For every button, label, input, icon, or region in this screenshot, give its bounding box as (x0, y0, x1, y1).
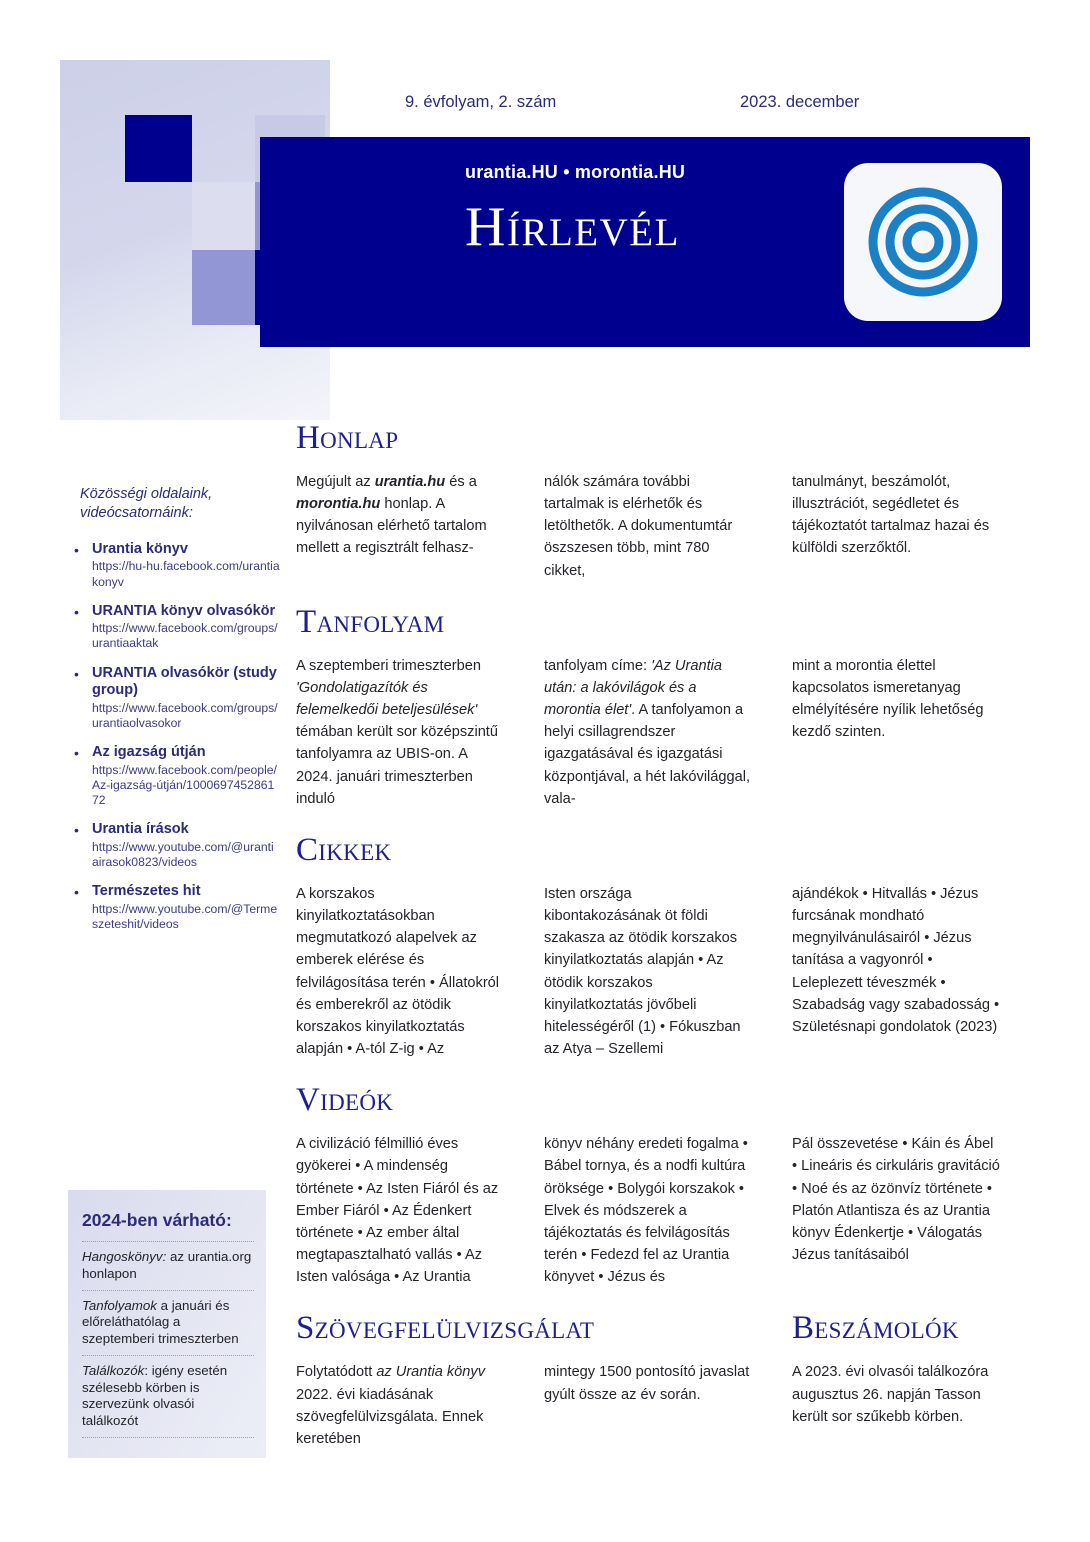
sidebar (60, 485, 280, 945)
list-item[interactable] (60, 821, 280, 870)
issue-line (260, 82, 1030, 122)
section-videok (296, 1082, 1030, 1288)
link-url[interactable]: https://www.facebook.com/groups/urantiaaktak (92, 621, 278, 651)
urantia-rings-logo-icon (864, 183, 982, 301)
column (792, 1133, 1000, 1288)
body-text: A korszakos kinyilatkoztatásokban megmutatkozó alapelvek az emberek elérése és felvilágosítása terén • Állatokról és emberekről az ötödik korszakos kinyilatkoztatás alapján • A-tól Z-ig • Az (296, 885, 500, 1058)
body-text: ajándékok • Hitvallás • Jézus furcsának mondható megnyilvánulásairól • Jézus tanítása a vagyonról • Leleplezett téveszmék • Szabadság vagy szabadosság • Születésnapi gondolatok (2023) (792, 885, 1000, 1035)
upcoming-title: 2024-ben várható: (82, 1210, 232, 1230)
body-text: könyv néhány eredeti fogalma • Bábel tornya, és a nodfi kultúra öröksége • Bolygói korszakok • Elvek és módszerek a tájékoztatás és felvilágosítás terén • Fedezd fel az Urantia könyvet • Jézus és (544, 1136, 748, 1286)
body-text: tanulmányt, beszámolót, illusztrációt, segédletet és tájékoztatót tartalmaz hazai és külföldi szerzőktől. (792, 473, 990, 557)
list-item[interactable] (60, 883, 280, 932)
bullet-icon: • (74, 745, 79, 762)
column (544, 471, 752, 582)
body-text: mint a morontia élettel kapcsolatos ismeretanyag elmélyítésére nyílik lehetőség kezdő szinten. (792, 657, 984, 741)
section-title: Szövegfelülvizsgálat (296, 1310, 595, 1347)
upcoming-item-label: Hangoskönyv: (82, 1249, 167, 1264)
section-title: Videók (296, 1082, 394, 1119)
upcoming-item-text: : igény esetén szélesebb körben is szervezünk olvasói találkozót (82, 1362, 228, 1428)
section-title: Cikkek (296, 831, 392, 868)
list-item[interactable] (60, 665, 280, 732)
body-text: mintegy 1500 pontosító javaslat gyúlt össze az év során. (544, 1364, 750, 1403)
upcoming-item-label: Tanfolyamok (82, 1297, 157, 1313)
body-text: A civilizáció félmillió éves gyökerei • A mindenség története • Az Isten Fiáról és az Ember Fiáról • Az Édenkert története • Az ember által megtapasztalható vallás • Az Isten valósága • Az Urantia (296, 1136, 499, 1286)
upcoming-box (68, 1190, 266, 1458)
bullet-icon: • (74, 541, 79, 558)
column (296, 655, 504, 810)
link-url[interactable]: https://www.youtube.com/@urantiairasok0823/videos (92, 839, 274, 870)
section-beszamolok (792, 1310, 1000, 1450)
upcoming-item-text: a januári és előreláthatólag a szeptemberi trimeszterben (82, 1297, 239, 1346)
mosaic-square (125, 115, 192, 182)
upcoming-item-text: az urantia.org honlapon (82, 1249, 252, 1281)
main-content (296, 420, 1030, 1450)
upcoming-item (82, 1355, 254, 1438)
newsletter-header (60, 60, 1030, 420)
body-text: nálók számára további tartalmak is elérhetők és letölthetők. A dokumentumtár öszszesen több, mint 780 cikket, (544, 473, 733, 579)
link-name: Urantia írások (92, 821, 189, 838)
link-url[interactable]: https://www.facebook.com/groups/urantiaolvasokor (92, 700, 278, 731)
list-item[interactable] (60, 603, 280, 652)
banner-sites: urantia.HU • morontia.HU (465, 162, 686, 182)
page-title: Hírlevél (465, 196, 680, 258)
link-url[interactable]: https://www.youtube.com/@Termeszeteshit/videos (92, 901, 278, 931)
column (792, 471, 1000, 582)
list-item[interactable] (60, 541, 280, 590)
section-szovegfelulvizsgalat (296, 1310, 752, 1450)
column (792, 655, 1000, 810)
title-banner (260, 137, 1030, 347)
bottom-row (296, 1310, 1030, 1450)
link-url[interactable]: https://hu-hu.facebook.com/urantiakonyv (92, 559, 280, 589)
bullet-icon: • (74, 822, 79, 839)
link-name: Az igazság útján (92, 744, 206, 761)
bullet-icon: • (74, 884, 79, 901)
section-title: Honlap (296, 420, 399, 456)
column (544, 883, 752, 1060)
list-item[interactable] (60, 744, 280, 808)
body-text: A szeptemberi trimeszterben 'Gondolatigazítók és felemelkedői beteljesülések' témában került sor középszintű tanfolyamra az UBIS-on. A 2024. januári trimeszterben induló (296, 657, 498, 807)
link-name: Urantia könyv (92, 540, 188, 557)
issue-date: 2023. december (740, 92, 860, 111)
body-text: Megújult az urantia.hu és a morontia.hu honlap. A nyilvánosan elérhető tartalom mellett a regisztrált felhasz- (296, 473, 487, 557)
mosaic-square (192, 250, 255, 325)
body-text: tanfolyam címe: 'Az Urantia után: a lakóvilágok és a morontia élet'. A tanfolyamon a helyi csillagrendszer igazgatásával és igazgatási központjával, a hét lakóvilággal, vala- (544, 657, 751, 807)
section-title: Tanfolyam (296, 603, 445, 640)
column (792, 1361, 1000, 1428)
issue-volume: 9. évfolyam, 2. szám (405, 92, 557, 111)
link-name: URANTIA olvasókör (study group) (92, 664, 277, 699)
link-name: Természetes hit (92, 883, 201, 900)
section-tanfolyam (296, 604, 1030, 810)
section-honlap (296, 420, 1030, 582)
column (544, 655, 752, 810)
body-text: Pál összevetése • Káin és Ábel • Lineáris és cirkuláris gravitáció • Noé és az özönvíz története • Platón Atlantisza és az Urantia könyv Édenkertje • Válogatás Jézus tanításaiból (792, 1136, 1000, 1264)
link-url[interactable]: https://www.facebook.com/people/Az-igazság-útján/100069745286172 (92, 762, 277, 808)
body-text: Folytatódott az Urantia könyv 2022. évi kiadásának szövegfelülvizsgálata. Ennek keretében (296, 1364, 486, 1447)
column (296, 883, 504, 1060)
column (296, 471, 504, 582)
column (296, 1133, 504, 1288)
section-cikkek (296, 832, 1030, 1060)
body-text: Isten országa kibontakozásának öt földi szakasza az ötödik korszakos kinyilatkoztatás alapján • Az ötödik korszakos kinyilatkoztatás jövőbeli hitelességéről (1) • Fókuszban az Atya – Szellemi (544, 885, 741, 1058)
bullet-icon: • (74, 603, 79, 620)
link-name: URANTIA könyv olvasókör (92, 602, 276, 619)
mosaic-square (192, 182, 255, 250)
bullet-icon: • (74, 665, 79, 682)
upcoming-item-label: Találkozók (82, 1362, 145, 1378)
logo-tile (844, 163, 1002, 321)
sidebar-intro: Közösségi oldalaink, videócsatornáink: (80, 486, 213, 521)
body-text: A 2023. évi olvasói találkozóra augusztus 26. napján Tasson került sor szűkebb körben. (792, 1364, 989, 1425)
column (792, 883, 1000, 1060)
column (296, 1361, 504, 1450)
column (544, 1361, 752, 1450)
upcoming-item (82, 1241, 254, 1290)
upcoming-item (82, 1290, 254, 1355)
section-title: Beszámolók (792, 1310, 959, 1347)
column (544, 1133, 752, 1288)
